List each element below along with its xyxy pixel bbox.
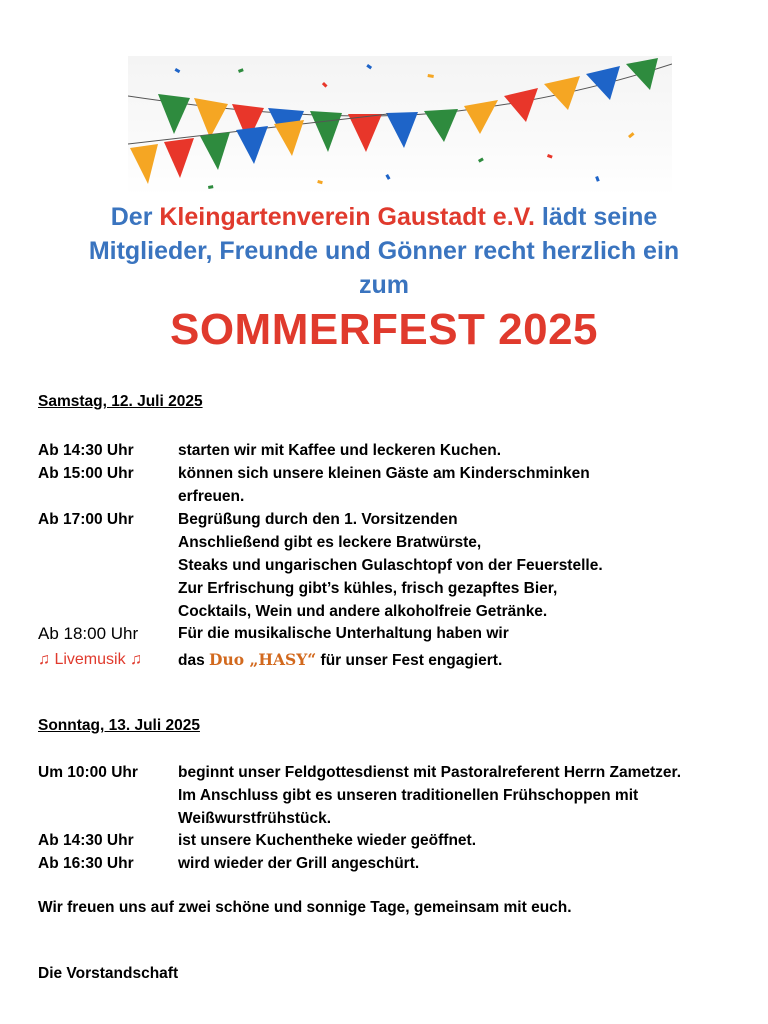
schedule-time: Ab 18:00 Uhr <box>38 624 139 643</box>
schedule-text: Zur Erfrischung gibt’s kühles, frisch gezapftes Bier, <box>178 580 558 597</box>
schedule-text: beginnt unser Feldgottesdienst mit Pastoralreferent Herrn Zametzer. <box>178 764 682 781</box>
schedule-text: können sich unsere kleinen Gäste am Kinderschminken <box>178 465 590 482</box>
club-name: Kleingartenverein Gaustadt e.V. <box>159 203 535 231</box>
schedule-time: Ab 16:30 Uhr <box>38 855 134 872</box>
schedule-time: Ab 17:00 Uhr <box>38 511 134 528</box>
schedule-time: Ab 14:30 Uhr <box>38 832 134 849</box>
schedule-time: Ab 14:30 Uhr <box>38 442 134 459</box>
event-title: SOMMERFEST 2025 <box>169 305 599 354</box>
duo-suffix: für unser Fest engagiert. <box>316 652 503 669</box>
sunday-heading: Sonntag, 13. Juli 2025 <box>38 717 200 734</box>
schedule-text: erfreuen. <box>178 488 245 505</box>
schedule-text: wird wieder der Grill angeschürt. <box>178 855 420 872</box>
saturday-heading: Samstag, 12. Juli 2025 <box>38 393 203 410</box>
bunting-flags <box>128 56 672 196</box>
schedule-text: Im Anschluss gibt es unseren traditionellen Frühschoppen mit <box>178 787 639 804</box>
closing-text: Wir freuen uns auf zwei schöne und sonnige Tage, gemeinsam mit euch. <box>38 899 572 916</box>
schedule-text: ist unsere Kuchentheke wieder geöffnet. <box>178 832 477 849</box>
schedule-time: Um 10:00 Uhr <box>38 764 138 781</box>
schedule-text: Cocktails, Wein und andere alkoholfreie Getränke. <box>178 603 548 620</box>
schedule-text: Begrüßung durch den 1. Vorsitzenden <box>178 511 458 528</box>
livemusik-label: ♫ Livemusik ♫ <box>38 651 143 668</box>
bunting-banner-image <box>128 56 672 196</box>
intro-line-3: zum <box>359 271 409 299</box>
invitation-text <box>20 200 748 302</box>
schedule-text: Anschließend gibt es leckere Bratwürste, <box>178 534 482 551</box>
duo-prefix: das <box>178 652 210 669</box>
signature: Die Vorstandschaft <box>38 965 179 982</box>
schedule-text: Für die musikalische Unterhaltung haben wir <box>178 625 509 642</box>
schedule-text: Steaks und ungarischen Gulaschtopf von der Feuerstelle. <box>178 557 603 574</box>
intro-prefix: Der <box>110 203 160 231</box>
intro-suffix: lädt seine <box>534 203 658 231</box>
intro-line-2: Mitglieder, Freunde und Gönner recht herzlich ein <box>88 237 680 265</box>
schedule-text: Weißwurstfrühstück. <box>178 810 332 827</box>
schedule-text: starten wir mit Kaffee und leckeren Kuchen. <box>178 442 502 459</box>
schedule-time: Ab 15:00 Uhr <box>38 465 134 482</box>
duo-name: Duo „HASY“ <box>209 650 317 669</box>
